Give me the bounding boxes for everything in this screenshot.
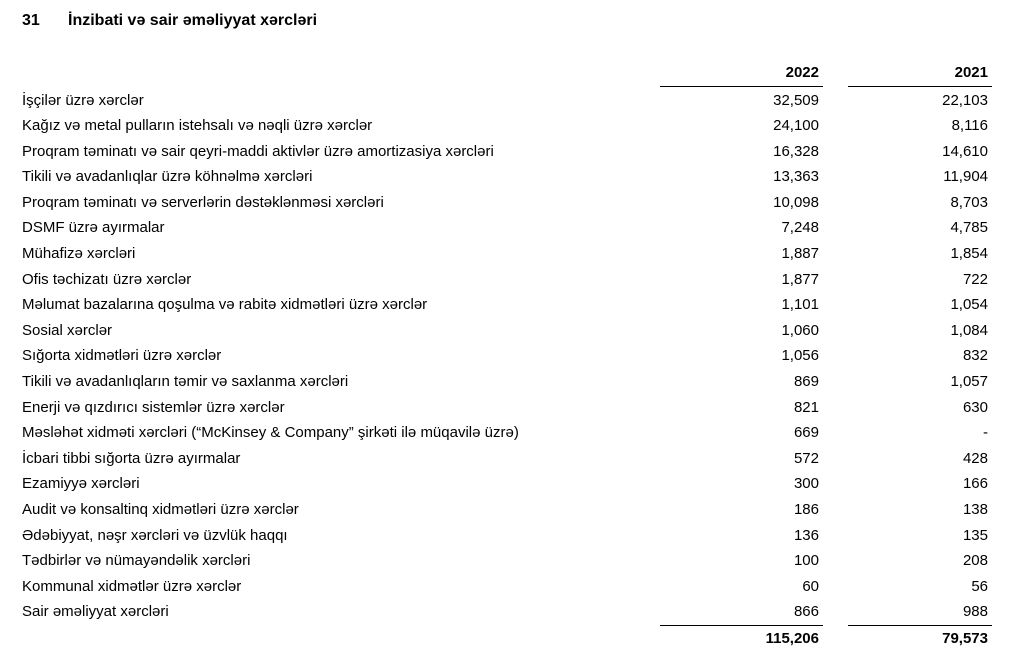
table-row [22, 164, 992, 190]
header-label-spacer [22, 60, 660, 87]
row-label: Ofis təchizatı üzrə xərclər [22, 270, 192, 288]
page-title: İnzibati və sair əməliyyat xərcləri [68, 12, 318, 29]
row-value-2022: 1,060 [781, 321, 819, 339]
table-total-row [22, 625, 992, 652]
row-label: Ezamiyyə xərcləri [22, 475, 140, 493]
row-value-2021: 11,904 [943, 168, 988, 186]
column-gap [823, 523, 848, 549]
row-label: Audit və konsaltinq xidmətləri üzrə xərclər [22, 501, 299, 518]
table-row [22, 599, 992, 625]
column-gap [823, 497, 848, 523]
row-value-2022: 10,098 [773, 193, 819, 211]
row-value-2021: 1,084 [950, 321, 988, 339]
row-label: Kağız və metal pulların istehsalı və nəqli üzrə xərclər [22, 117, 373, 135]
table-row [22, 343, 992, 369]
row-label: Sosial xərclər [22, 321, 113, 339]
row-label: Sığorta xidmətləri üzrə xərclər [22, 347, 222, 365]
column-gap [823, 420, 848, 446]
table-row [22, 318, 992, 344]
row-value-2022: 669 [793, 424, 819, 442]
column-gap [823, 88, 848, 114]
table-row [22, 497, 992, 523]
table-row [22, 395, 992, 421]
row-value-2021: 630 [962, 398, 988, 416]
table-row [22, 471, 992, 497]
row-value-2021: 832 [962, 347, 988, 365]
table-row [22, 88, 992, 114]
row-value-2021: 1,054 [950, 296, 988, 314]
row-value-2022: 100 [793, 552, 819, 570]
row-value-2022: 869 [793, 373, 819, 391]
table-row [22, 215, 992, 241]
row-value-2021: 988 [962, 603, 988, 621]
row-label: Mühafizə xərcləri [22, 245, 136, 263]
row-label: Tədbirlər və nümayəndəlik xərcləri [22, 552, 251, 570]
row-label: Proqram təminatı və sair qeyri-maddi aktivlər üzrə amortizasiya xərcləri [22, 142, 494, 160]
row-value-2022: 16,328 [773, 142, 819, 160]
section-title [22, 11, 992, 31]
row-label: Ədəbiyyat, nəşr xərcləri və üzvlük haqqı [22, 526, 288, 544]
row-label: İşçilər üzrə xərclər [22, 91, 144, 109]
row-value-2021: 22,103 [942, 91, 988, 109]
table-row [22, 420, 992, 446]
row-value-2021: 14,610 [942, 142, 988, 160]
table-body [22, 84, 992, 625]
row-label: Tikili və avadanlıqların təmir və saxlanma xərcləri [22, 373, 349, 391]
section-number: 31 [22, 12, 40, 29]
total-value-2021: 79,573 [848, 625, 992, 652]
table-row [22, 241, 992, 267]
table-row [22, 267, 992, 293]
column-gap [823, 318, 848, 344]
row-value-2021: 1,854 [950, 245, 988, 263]
table-row [22, 113, 992, 139]
column-gap [823, 60, 848, 87]
row-value-2022: 32,509 [773, 91, 819, 109]
column-gap [823, 292, 848, 318]
row-value-2022: 13,363 [773, 168, 819, 186]
row-label: Enerji və qızdırıcı sistemlər üzrə xərclər [22, 398, 285, 416]
row-value-2022: 1,101 [781, 296, 819, 314]
column-gap [823, 343, 848, 369]
column-gap [823, 267, 848, 293]
column-header-2022: 2022 [660, 60, 823, 87]
row-label: Sair əməliyyat xərcləri [22, 603, 169, 621]
column-gap [823, 241, 848, 267]
row-value-2021: 135 [962, 526, 988, 544]
column-gap [823, 548, 848, 574]
column-gap [823, 395, 848, 421]
row-label: Tikili və avadanlıqlar üzrə köhnəlmə xərcləri [22, 168, 313, 186]
column-gap [823, 139, 848, 165]
row-label: Məsləhət xidməti xərcləri (“McKinsey & Company” şirkəti ilə müqavilə üzrə) [22, 424, 519, 442]
row-value-2022: 24,100 [773, 117, 819, 135]
table-row [22, 548, 992, 574]
row-label: Məlumat bazalarına qoşulma və rabitə xidmətləri üzrə xərclər [22, 296, 428, 314]
row-value-2022: 300 [793, 475, 819, 493]
row-value-2022: 60 [802, 577, 819, 595]
table-row [22, 446, 992, 472]
row-value-2021: 722 [962, 270, 988, 288]
row-value-2022: 1,887 [781, 245, 819, 263]
row-value-2021: 428 [962, 449, 988, 467]
row-value-2022: 1,056 [781, 347, 819, 365]
row-value-2022: 572 [793, 449, 819, 467]
row-label: Kommunal xidmətlər üzrə xərclər [22, 577, 242, 595]
total-value-2022: 115,206 [660, 625, 823, 652]
row-value-2022: 866 [793, 603, 819, 621]
row-label: DSMF üzrə ayırmalar [22, 219, 165, 237]
row-value-2021: 208 [962, 552, 988, 570]
table-header-row [22, 60, 992, 84]
table-row [22, 190, 992, 216]
column-gap [823, 190, 848, 216]
row-label: İcbari tibbi sığorta üzrə ayırmalar [22, 449, 241, 467]
row-value-2021: 56 [971, 577, 988, 595]
total-label-spacer [22, 625, 660, 652]
row-label: Proqram təminatı və serverlərin dəstəklənməsi xərcləri [22, 193, 384, 211]
column-gap [823, 574, 848, 600]
row-value-2022: 1,877 [781, 270, 819, 288]
row-value-2021: 166 [962, 475, 988, 493]
table-row [22, 574, 992, 600]
expenses-table [22, 60, 992, 652]
row-value-2021: 4,785 [950, 219, 988, 237]
table-row [22, 369, 992, 395]
column-gap [823, 625, 848, 652]
table-row [22, 139, 992, 165]
row-value-2022: 821 [793, 398, 819, 416]
row-value-2021: 138 [962, 501, 988, 518]
table-row [22, 292, 992, 318]
column-gap [823, 369, 848, 395]
column-gap [823, 164, 848, 190]
column-header-2021: 2021 [848, 60, 992, 87]
column-gap [823, 113, 848, 139]
column-gap [823, 599, 848, 625]
column-gap [823, 446, 848, 472]
row-value-2021: 1,057 [950, 373, 988, 391]
column-gap [823, 471, 848, 497]
row-value-2021: 8,116 [951, 117, 988, 135]
table-row [22, 523, 992, 549]
column-gap [823, 215, 848, 241]
row-value-2022: 7,248 [781, 219, 819, 237]
row-value-2022: 136 [793, 526, 819, 544]
row-value-2022: 186 [793, 501, 819, 518]
row-value-2021: 8,703 [950, 193, 988, 211]
row-value-2021: - [983, 424, 988, 442]
